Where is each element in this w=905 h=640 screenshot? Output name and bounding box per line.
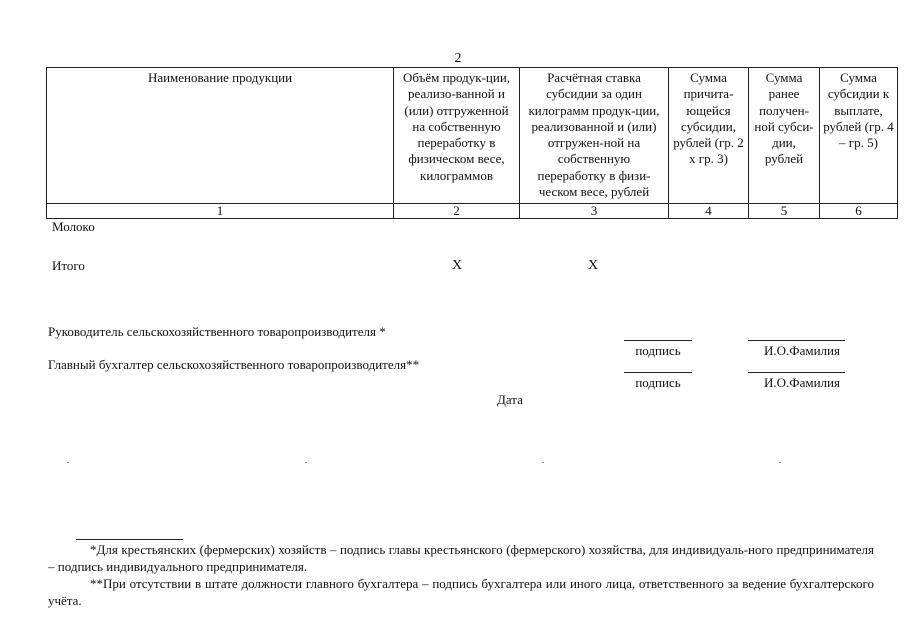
- total-x-mark-col2: Х: [452, 258, 463, 273]
- head-signature-caption: подпись: [635, 343, 681, 358]
- column-number: 5: [749, 204, 820, 219]
- accountant-name-caption: И.О.Фамилия: [764, 375, 840, 390]
- scan-speck: [305, 462, 307, 463]
- scan-speck: [542, 462, 544, 463]
- column-number: 2: [394, 204, 520, 219]
- accountant-signature-label: Главный бухгалтер сельскохозяйственного товаропроизводителя**: [48, 357, 420, 372]
- column-number-row: [47, 204, 898, 219]
- header-rate: Расчётная ставка субсидии за один килограмм продук-ции, реализованной и (или) отгружен-ной на собственную переработку в физи-ческом весе, рублей: [520, 68, 669, 204]
- head-name-line: [748, 340, 845, 341]
- column-number: 6: [820, 204, 898, 219]
- footnote-1: *Для крестьянских (фермерских) хозяйств – подпись главы крестьянского (фермерского) хозяйства, для индивидуаль-ного предпринимателя – подпись индивидуального предпринимателя.: [48, 542, 874, 574]
- head-signature-label: Руководитель сельскохозяйственного товаропроизводителя *: [48, 324, 386, 339]
- accountant-name-line: [748, 372, 845, 373]
- header-volume: Объём продук-ции, реализо-ванной и (или) отгруженной на собственную переработку в физическом весе, килограммов: [394, 68, 520, 204]
- page-number: 2: [454, 51, 462, 66]
- row-milk-label: Молоко: [52, 219, 95, 234]
- header-due-amount: Сумма причита-ющейся субсидии, рублей (гр. 2 х гр. 3): [669, 68, 749, 204]
- header-payout-amount: Сумма субсидии к выплате, рублей (гр. 4 – гр. 5): [820, 68, 898, 204]
- footnote-separator: [76, 539, 183, 540]
- subsidy-table: [46, 67, 898, 219]
- date-label: Дата: [497, 392, 523, 407]
- scan-speck: [67, 462, 69, 463]
- footnote-2: **При отсутствии в штате должности главного бухгалтера – подпись бухгалтера или иного лица, ответственного за ведение бухгалтерского учёта.: [48, 576, 874, 608]
- head-name-caption: И.О.Фамилия: [764, 343, 840, 358]
- table-header-row: [47, 68, 898, 204]
- footnotes: [48, 541, 874, 609]
- column-number: 3: [520, 204, 669, 219]
- row-total-label: Итого: [52, 258, 85, 273]
- total-x-mark-col3: Х: [588, 258, 599, 273]
- head-signature-line: [624, 340, 692, 341]
- header-product-name: Наименование продукции: [47, 68, 394, 204]
- accountant-signature-line: [624, 372, 692, 373]
- column-number: 4: [669, 204, 749, 219]
- column-number: 1: [47, 204, 394, 219]
- header-received-amount: Сумма ранее получен-ной субси-дии, рублей: [749, 68, 820, 204]
- accountant-signature-caption: подпись: [635, 375, 681, 390]
- scan-speck: [779, 462, 781, 463]
